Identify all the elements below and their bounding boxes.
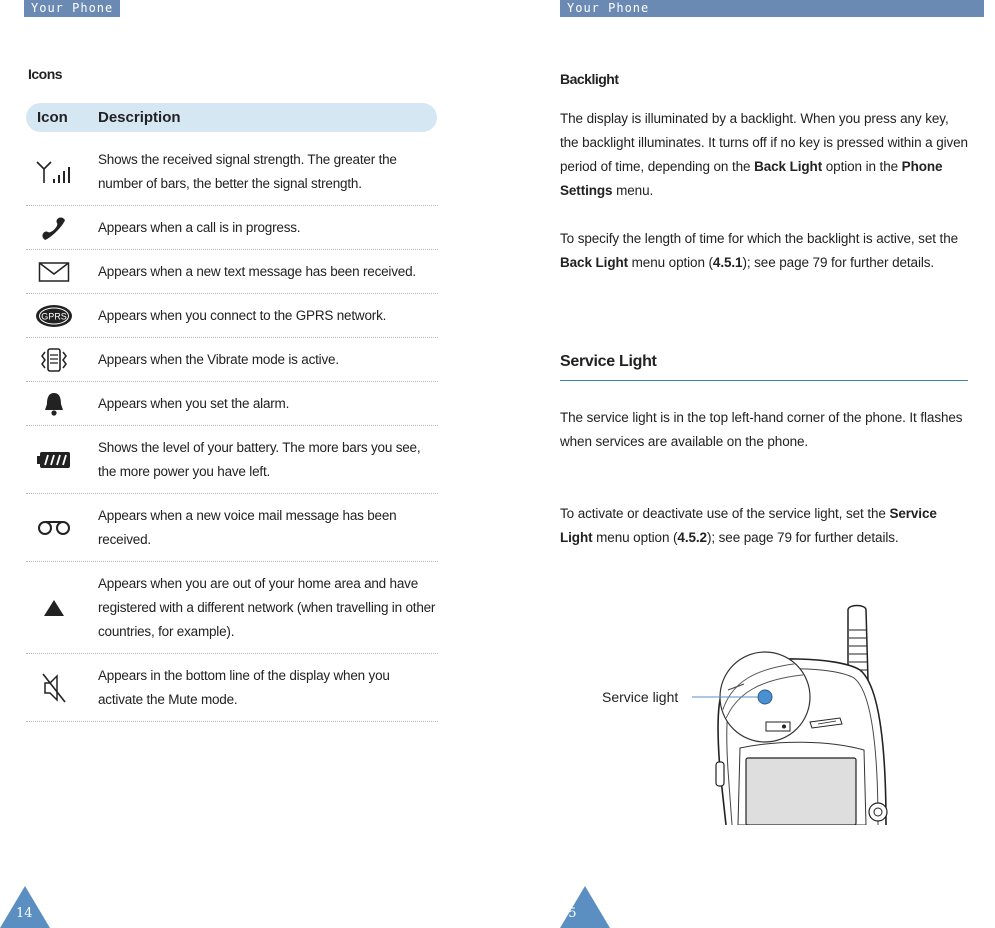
row-description: Appears when a call is in progress. xyxy=(98,220,301,235)
table-row xyxy=(26,138,438,206)
mute-icon xyxy=(26,654,82,721)
service-light-title: Service Light xyxy=(560,348,968,381)
table-row xyxy=(26,338,438,382)
header-tab-right: Your Phone xyxy=(560,0,984,17)
gprs-icon xyxy=(26,294,82,337)
table-row xyxy=(26,206,438,250)
row-description: Appears when a new voice mail message has been received. xyxy=(98,508,397,547)
row-description: Appears when you set the alarm. xyxy=(98,396,290,411)
page-number-right: 15 xyxy=(560,906,577,921)
icons-heading: Icons xyxy=(28,66,63,82)
service-light-label: Service light xyxy=(602,689,679,705)
row-description: Appears in the bottom line of the display when you activate the Mute mode. xyxy=(98,668,390,707)
page-number-left: 14 xyxy=(16,906,33,921)
icon-table-header xyxy=(26,103,437,132)
service-paragraph-1: The service light is in the top left-hand corner of the phone. It flashes when services are available on the phone. xyxy=(560,410,963,449)
table-row xyxy=(26,382,438,426)
table-row xyxy=(26,494,438,562)
table-row xyxy=(26,294,438,338)
table-row xyxy=(26,654,438,722)
alarm-icon xyxy=(26,382,82,425)
backlight-paragraph-2: To specify the length of time for which the backlight is active, set the Back Light menu option (4.5.1); see page 79 for further details. xyxy=(560,231,959,270)
table-row xyxy=(26,250,438,294)
signal-strength-icon xyxy=(26,138,82,205)
table-row xyxy=(26,562,438,654)
voice-mail-icon xyxy=(26,494,82,561)
service-paragraph-2: To activate or deactivate use of the service light, set the Service Light menu option (4.5.2); see page 79 for further details. xyxy=(560,506,937,545)
col-icon-header: Icon xyxy=(37,109,68,126)
battery-icon xyxy=(26,426,82,493)
row-description: Shows the level of your battery. The more bars you see, the more power you have left. xyxy=(98,440,421,479)
row-description: Appears when you connect to the GPRS network. xyxy=(98,308,387,323)
col-description-header: Description xyxy=(98,109,181,126)
vibrate-icon xyxy=(26,338,82,381)
call-in-progress-icon xyxy=(26,206,82,249)
row-description: Shows the received signal strength. The greater the number of bars, the better the signal strength. xyxy=(98,152,397,191)
gprs-icon-label: GPRS xyxy=(41,311,67,321)
row-description: Appears when a new text message has been received. xyxy=(98,264,416,279)
table-row xyxy=(26,426,438,494)
backlight-paragraph-1: The display is illuminated by a backlight. When you press any key, the backlight illuminates. It turns off if no key is pressed within a given period of time, depending on the Back Light option in the Phone Settings menu. xyxy=(560,111,968,198)
text-message-icon xyxy=(26,250,82,293)
roaming-icon xyxy=(26,562,82,653)
icon-table xyxy=(26,138,438,722)
row-description: Appears when the Vibrate mode is active. xyxy=(98,352,339,367)
phone-illustration xyxy=(598,600,898,825)
header-tab-left: Your Phone xyxy=(24,0,120,17)
row-description: Appears when you are out of your home area and have registered with a different network (when travelling in other countries, for example). xyxy=(98,576,436,639)
backlight-heading: Backlight xyxy=(560,71,619,87)
